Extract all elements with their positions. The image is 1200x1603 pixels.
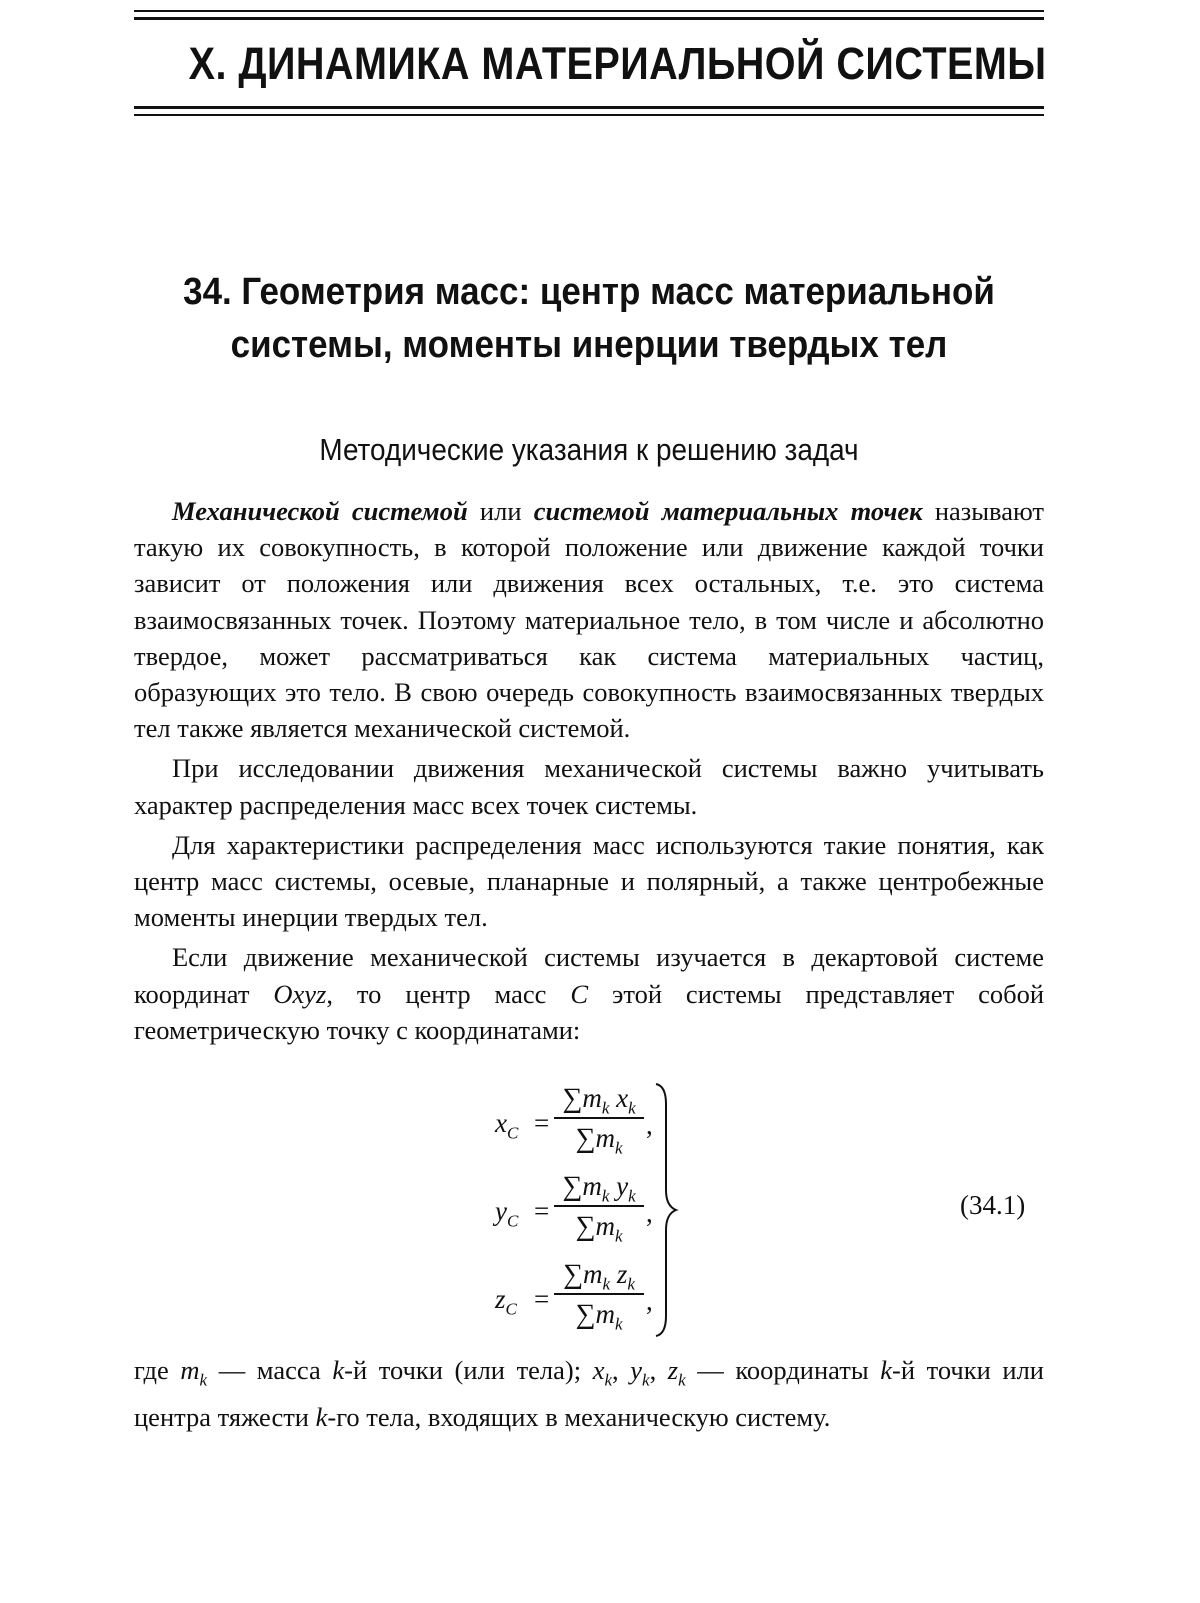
fraction-x: [554, 1080, 644, 1156]
numerator-z: $\sum m_k$ $z_k$: [563, 1259, 635, 1294]
paragraph-4-a: Если движение механической системы изучается в декартовой системе координат: [134, 942, 1044, 1009]
fraction-z: [554, 1256, 644, 1332]
paragraph-1-rest: называют такую их совокупность, в которой положение или движение каждой точки зависит от положения или движения всех остальных, т.е. это система взаимосвязанных точек. Поэтому материальное тело, в том числе и абсолютно твердое, может рассматриваться как система материальных частиц, образующих это тело. В свою очередь совокупность взаимосвязанных твердых тел также является механической системой.: [134, 496, 1044, 744]
explanation-paragraph: где $m_k$ — масса k-й точки (или тела); $x_k$, $y_k$, $z_k$ — координаты k-й точки или центра тяжести k-го тела, входящих в механическую систему.: [134, 1355, 1044, 1432]
denominator-z: $\sum m_k$: [575, 1299, 623, 1334]
section-title-line-1: 34. Геометрия масс: центр масс материальной: [183, 271, 995, 313]
paragraph-4-b: , то центр масс: [326, 978, 571, 1009]
comma: ,: [646, 1198, 653, 1228]
equals-sign: =: [534, 1284, 550, 1314]
formula-row-z: [490, 1256, 670, 1336]
section-title: [170, 266, 1007, 372]
paragraph-4: [134, 939, 1044, 1048]
paragraph-4-d: этой системы представляет собой геометрическую точку с координатами:: [134, 978, 1045, 1045]
term-material-points: системой материальных точек: [533, 496, 923, 526]
right-brace: [652, 1080, 682, 1340]
denominator-x: $\sum m_k$: [575, 1123, 623, 1158]
formula-row-y: [490, 1168, 670, 1248]
lhs-x: $x_C$: [495, 1108, 519, 1143]
comma: ,: [646, 1110, 653, 1140]
denominator-y: $\sum m_k$: [575, 1211, 623, 1246]
section-title-line-2: системы, моменты инерции твердых тел: [230, 324, 948, 366]
formula-explanation: [134, 1352, 1044, 1435]
fraction-y: [554, 1168, 644, 1244]
lhs-z: $z_C$: [495, 1284, 517, 1319]
var-oxyz: Oxyz: [273, 978, 327, 1009]
numerator-y: $\sum m_k$ $y_k$: [562, 1171, 636, 1206]
bottom-rule-thin: [134, 114, 1044, 116]
chapter-title: X. ДИНАМИКА МАТЕРИАЛЬНОЙ СИСТЕМЫ: [188, 38, 1047, 89]
top-rule-thin: [134, 10, 1044, 12]
equals-sign: =: [534, 1196, 550, 1226]
comma: ,: [646, 1286, 653, 1316]
text-or: или: [467, 496, 534, 526]
paragraph-1: [134, 493, 1044, 746]
equals-sign: =: [534, 1108, 550, 1138]
var-c: C: [570, 978, 589, 1009]
body-text: [134, 493, 1044, 1052]
numerator-x: $\sum m_k$ $x_k$: [562, 1083, 636, 1118]
equation-number: (34.1): [960, 1190, 1026, 1220]
top-rule-thick: [134, 17, 1044, 20]
paragraph-3: Для характеристики распределения масс используются такие понятия, как центр масс системы, осевые, планарные и полярный, а также центробежные моменты инерции твердых тел.: [134, 829, 1044, 933]
term-mechanical-system: Механической системой: [172, 496, 468, 526]
bottom-rule-thick: [134, 106, 1044, 109]
paragraph-2: При исследовании движения механической системы важно учитывать характер распределения масс всех точек системы.: [134, 753, 1044, 820]
lhs-y: $y_C$: [495, 1196, 519, 1231]
section-subtitle: Методические указания к решению задач: [319, 432, 859, 467]
formula-row-x: [490, 1080, 670, 1160]
